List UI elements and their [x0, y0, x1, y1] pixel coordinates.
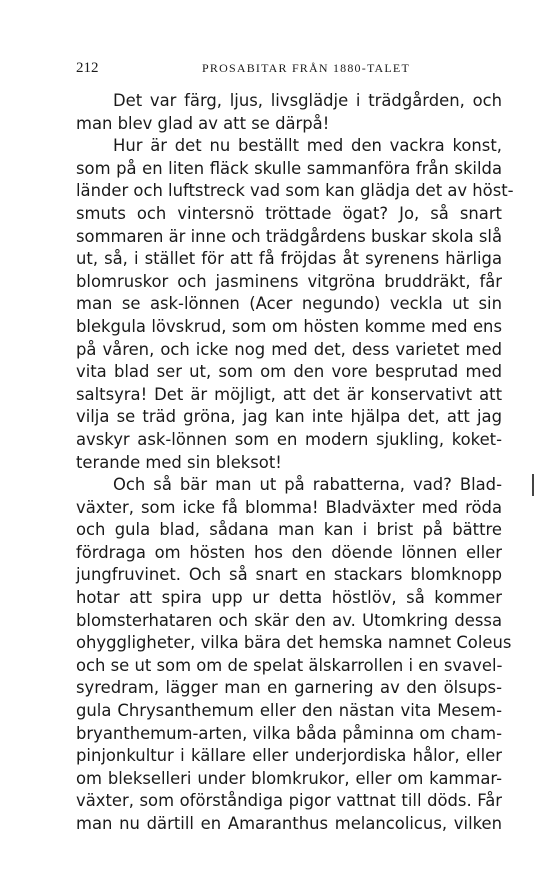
- text-line: man se ask-lönnen (Acer negundo) veckla ut sin: [76, 294, 502, 314]
- text-line: syredram, lägger man en garnering av den ölsups-: [76, 678, 502, 698]
- text-line: och gula blad, sådana man kan i brist på bättre: [76, 520, 502, 540]
- text-line: Och så bär man ut på rabatterna, vad? Blad-: [113, 475, 502, 495]
- text-line: ut, så, i stället för att få fröjdas åt syrenens härliga: [76, 249, 502, 269]
- running-title: PROSABITAR FRÅN 1880-TALET: [202, 61, 410, 75]
- text-line: som på en liten fläck skulle sammanföra från skilda: [76, 158, 502, 178]
- text-line: fördraga om hösten hos den döende lönnen eller: [76, 542, 502, 562]
- scan-edge-mark: [532, 474, 534, 496]
- text-line: blomruskor och jasminens vitgröna bruddräkt, får: [76, 271, 502, 291]
- text-line: gula Chrysanthemum eller den nästan vita Mesem-: [76, 701, 502, 721]
- text-line: och se ut som om de spelat älskarrollen i en svavel-: [76, 655, 503, 675]
- text-line: smuts och vintersnö tröttade ögat? Jo, så snart: [76, 203, 502, 223]
- text-line: blekgula lövskrud, som om hösten komme med ens: [76, 316, 502, 336]
- text-line: växter, som icke få blomma! Bladväxter med röda: [76, 497, 502, 517]
- text-line: bryanthemum-arten, vilka båda påminna om cham-: [76, 723, 502, 743]
- text-line: Hur är det nu beställt med den vackra konst,: [113, 136, 502, 156]
- text-line: om blekselleri under blomkrukor, eller om kammar-: [76, 768, 502, 788]
- text-line: man blev glad av att se därpå!: [76, 113, 330, 133]
- text-line: man nu därtill en Amaranthus melancolicus, vilken: [76, 814, 502, 833]
- text-line: blomsterhataren och skär den av. Utomkring dessa: [76, 610, 502, 630]
- text-line: växter, som oförståndiga pigor vattnat till döds. Får: [76, 791, 502, 811]
- text-line: jungfruvinet. Och så snart en stackars blomknopp: [76, 565, 502, 585]
- body-text: [76, 90, 514, 836]
- text-line: hotar att spira upp ur detta höstlöv, så kommer: [76, 588, 502, 608]
- text-line: ohyggligheter, vilka bära det hemska namnet Coleus: [76, 633, 512, 653]
- text-line: vilja se träd gröna, jag kan inte hjälpa det, att jag: [76, 407, 502, 427]
- text-line: sommaren är inne och trädgårdens buskar skola slå: [76, 226, 502, 246]
- text-line: pinjonkultur i källare eller underjordiska hålor, eller: [76, 746, 502, 766]
- page-number: 212: [76, 60, 99, 76]
- text-line: vita blad ser ut, som om den vore besprutad med: [76, 362, 502, 382]
- text-line: terande med sin bleksot!: [76, 452, 282, 472]
- text-line: på våren, och icke nog med det, dess varietet med: [76, 339, 502, 359]
- page-header: [76, 58, 502, 78]
- text-line: saltsyra! Det är möjligt, att det är konservativt att: [76, 384, 502, 404]
- text-line: avskyr ask-lönnen som en modern sjukling, koket-: [76, 429, 502, 449]
- text-line: Det var färg, ljus, livsglädje i trädgården, och: [113, 91, 502, 110]
- text-line: länder och luftstreck vad som kan glädja det av höst-: [76, 181, 514, 201]
